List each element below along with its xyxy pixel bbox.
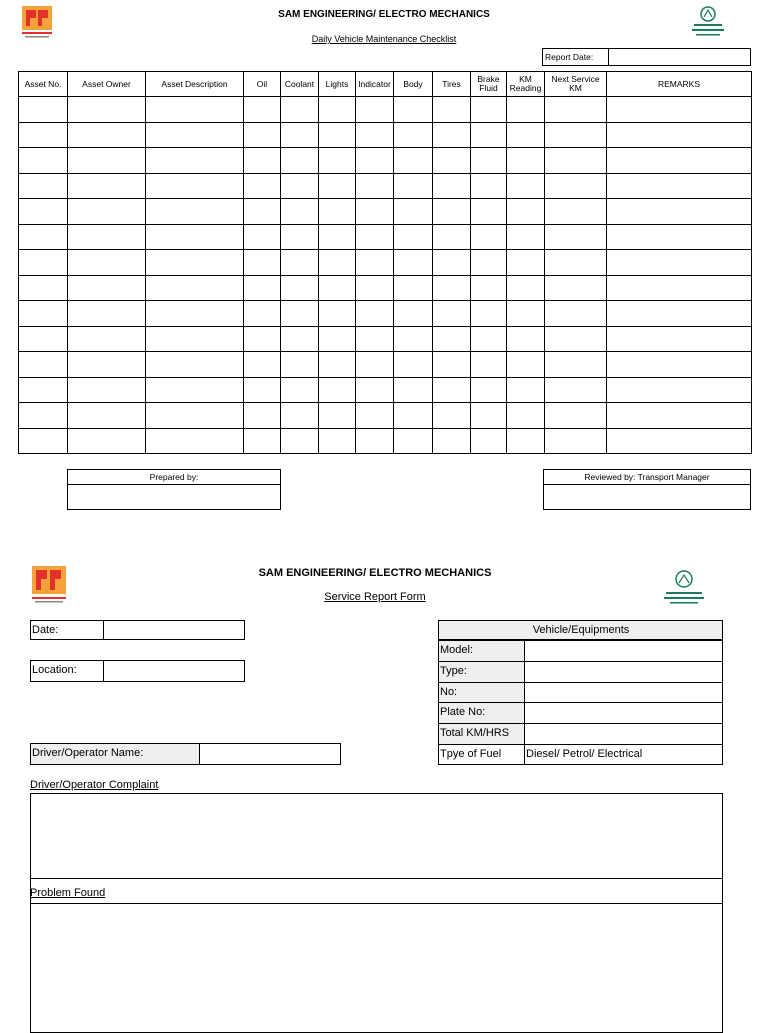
checklist-cell[interactable]	[545, 173, 607, 199]
checklist-cell[interactable]	[545, 301, 607, 327]
checklist-cell[interactable]	[471, 352, 507, 378]
checklist-cell[interactable]	[146, 148, 244, 174]
checklist-cell[interactable]	[471, 173, 507, 199]
checklist-row	[19, 377, 752, 403]
vehicle-field-value[interactable]	[524, 661, 723, 683]
checklist-row	[19, 326, 752, 352]
checklist-cell[interactable]	[319, 148, 356, 174]
checklist-cell[interactable]	[146, 275, 244, 301]
checklist-cell[interactable]	[394, 377, 433, 403]
checklist-cell[interactable]	[244, 403, 281, 429]
checklist-cell[interactable]	[433, 377, 471, 403]
checklist-cell[interactable]	[68, 275, 146, 301]
reviewed-by-field[interactable]	[544, 485, 750, 510]
checklist-cell[interactable]	[19, 199, 68, 225]
checklist-cell[interactable]	[244, 377, 281, 403]
checklist-cell[interactable]	[607, 224, 752, 250]
driver-name-label: Driver/Operator Name:	[30, 743, 200, 765]
checklist-cell[interactable]	[545, 326, 607, 352]
checklist-cell[interactable]	[68, 352, 146, 378]
col-header: Tires	[433, 72, 471, 97]
checklist-cell[interactable]	[394, 122, 433, 148]
checklist-cell[interactable]	[68, 97, 146, 123]
checklist-cell[interactable]	[471, 122, 507, 148]
checklist-cell[interactable]	[394, 275, 433, 301]
col-header: Asset No.	[19, 72, 68, 97]
col-header: Asset Owner	[68, 72, 146, 97]
checklist-cell[interactable]	[281, 301, 319, 327]
checklist-cell[interactable]	[68, 250, 146, 276]
checklist-cell[interactable]	[471, 403, 507, 429]
electro-mechanics-logo-icon	[660, 568, 708, 608]
checklist-cell[interactable]	[607, 377, 752, 403]
checklist-cell[interactable]	[68, 377, 146, 403]
service-form-title: Service Report Form	[324, 591, 426, 603]
checklist-cell[interactable]	[471, 301, 507, 327]
checklist-cell[interactable]	[244, 250, 281, 276]
checklist-cell[interactable]	[244, 326, 281, 352]
checklist-cell[interactable]	[281, 428, 319, 454]
col-header: Asset Description	[146, 72, 244, 97]
checklist-title: Daily Vehicle Maintenance Checklist	[311, 34, 457, 44]
checklist-cell[interactable]	[545, 97, 607, 123]
checklist-row	[19, 199, 752, 225]
checklist-cell[interactable]	[507, 173, 545, 199]
checklist-cell[interactable]	[319, 122, 356, 148]
checklist-cell[interactable]	[356, 199, 394, 225]
checklist-cell[interactable]	[68, 199, 146, 225]
problem-field[interactable]	[30, 903, 723, 1033]
checklist-cell[interactable]	[319, 403, 356, 429]
checklist-cell[interactable]	[507, 377, 545, 403]
checklist-cell[interactable]	[319, 275, 356, 301]
checklist-cell[interactable]	[607, 250, 752, 276]
checklist-cell[interactable]	[356, 250, 394, 276]
checklist-cell[interactable]	[545, 250, 607, 276]
checklist-cell[interactable]	[146, 97, 244, 123]
checklist-cell[interactable]	[545, 122, 607, 148]
checklist-cell[interactable]	[146, 352, 244, 378]
sam-engineering-logo-icon	[32, 566, 66, 606]
checklist-cell[interactable]	[146, 403, 244, 429]
checklist-cell[interactable]	[281, 275, 319, 301]
checklist-cell[interactable]	[507, 148, 545, 174]
checklist-cell[interactable]	[356, 428, 394, 454]
checklist-cell[interactable]	[146, 224, 244, 250]
vehicle-field-value[interactable]: Diesel/ Petrol/ Electrical	[524, 744, 723, 765]
checklist-cell[interactable]	[146, 326, 244, 352]
checklist-cell[interactable]	[471, 97, 507, 123]
checklist-cell[interactable]	[471, 148, 507, 174]
checklist-cell[interactable]	[244, 148, 281, 174]
checklist-cell[interactable]	[433, 97, 471, 123]
checklist-body	[19, 97, 752, 454]
checklist-cell[interactable]	[146, 250, 244, 276]
checklist-cell[interactable]	[281, 250, 319, 276]
checklist-cell[interactable]	[19, 173, 68, 199]
vehicle-field-label: Type:	[438, 661, 525, 683]
col-header: Oil	[244, 72, 281, 97]
col-header: Body	[394, 72, 433, 97]
checklist-cell[interactable]	[244, 352, 281, 378]
reviewed-by-label: Reviewed by: Transport Manager	[544, 470, 750, 485]
checklist-cell[interactable]	[281, 122, 319, 148]
vehicle-header: Vehicle/Equipments	[438, 620, 723, 640]
checklist-cell[interactable]	[244, 199, 281, 225]
checklist-cell[interactable]	[607, 97, 752, 123]
vehicle-field-value[interactable]	[524, 640, 723, 662]
checklist-cell[interactable]	[281, 97, 319, 123]
checklist-cell[interactable]	[471, 224, 507, 250]
complaint-label: Driver/Operator Complaint	[30, 779, 159, 791]
checklist-cell[interactable]	[68, 148, 146, 174]
sam-engineering-logo-icon	[22, 6, 52, 40]
vehicle-field-label: Model:	[438, 640, 525, 662]
checklist-cell[interactable]	[394, 428, 433, 454]
checklist-cell[interactable]	[356, 377, 394, 403]
checklist-row	[19, 301, 752, 327]
prepared-by-label: Prepared by:	[68, 470, 280, 485]
checklist-cell[interactable]	[244, 122, 281, 148]
checklist-cell[interactable]	[68, 428, 146, 454]
checklist-cell[interactable]	[281, 326, 319, 352]
location-field[interactable]	[103, 660, 245, 682]
checklist-cell[interactable]	[281, 403, 319, 429]
checklist-cell[interactable]	[281, 148, 319, 174]
checklist-cell[interactable]	[545, 148, 607, 174]
checklist-cell[interactable]	[471, 275, 507, 301]
checklist-cell[interactable]	[433, 224, 471, 250]
complaint-field[interactable]	[30, 793, 723, 879]
checklist-cell[interactable]	[507, 122, 545, 148]
checklist-cell[interactable]	[394, 97, 433, 123]
vehicle-field-label: No:	[438, 682, 525, 703]
checklist-cell[interactable]	[146, 199, 244, 225]
checklist-cell[interactable]	[607, 352, 752, 378]
checklist-cell[interactable]	[244, 173, 281, 199]
checklist-cell[interactable]	[281, 173, 319, 199]
date-label: Date:	[30, 620, 104, 640]
checklist-cell[interactable]	[607, 148, 752, 174]
checklist-cell[interactable]	[607, 326, 752, 352]
checklist-cell[interactable]	[507, 326, 545, 352]
checklist-cell[interactable]	[319, 224, 356, 250]
checklist-header-row	[19, 72, 752, 97]
checklist-cell[interactable]	[319, 173, 356, 199]
checklist-cell[interactable]	[356, 403, 394, 429]
checklist-cell[interactable]	[433, 352, 471, 378]
checklist-cell[interactable]	[433, 122, 471, 148]
checklist-cell[interactable]	[356, 301, 394, 327]
checklist-cell[interactable]	[19, 148, 68, 174]
checklist-cell[interactable]	[394, 352, 433, 378]
checklist-cell[interactable]	[471, 250, 507, 276]
checklist-cell[interactable]	[319, 326, 356, 352]
checklist-cell[interactable]	[433, 428, 471, 454]
checklist-cell[interactable]	[545, 352, 607, 378]
checklist-cell[interactable]	[19, 301, 68, 327]
checklist-cell[interactable]	[319, 377, 356, 403]
checklist-cell[interactable]	[319, 352, 356, 378]
checklist-row	[19, 352, 752, 378]
checklist-cell[interactable]	[244, 224, 281, 250]
checklist-cell[interactable]	[19, 224, 68, 250]
checklist-cell[interactable]	[433, 250, 471, 276]
checklist-cell[interactable]	[433, 326, 471, 352]
checklist-cell[interactable]	[281, 377, 319, 403]
report-date-field[interactable]	[609, 49, 751, 66]
checklist-cell[interactable]	[68, 403, 146, 429]
checklist-cell[interactable]	[394, 301, 433, 327]
checklist-cell[interactable]	[146, 428, 244, 454]
checklist-row	[19, 250, 752, 276]
checklist-cell[interactable]	[319, 301, 356, 327]
checklist-cell[interactable]	[507, 97, 545, 123]
checklist-cell[interactable]	[356, 148, 394, 174]
checklist-cell[interactable]	[394, 326, 433, 352]
checklist-cell[interactable]	[394, 250, 433, 276]
checklist-cell[interactable]	[68, 224, 146, 250]
checklist-cell[interactable]	[433, 301, 471, 327]
checklist-cell[interactable]	[319, 250, 356, 276]
checklist-company-name: SAM ENGINEERING/ ELECTRO MECHANICS	[278, 9, 490, 20]
checklist-cell[interactable]	[607, 122, 752, 148]
checklist-cell[interactable]	[19, 403, 68, 429]
col-header: Lights	[319, 72, 356, 97]
checklist-cell[interactable]	[433, 403, 471, 429]
checklist-cell[interactable]	[507, 199, 545, 225]
prepared-by-box	[67, 469, 281, 510]
checklist-cell[interactable]	[607, 173, 752, 199]
checklist-cell[interactable]	[607, 301, 752, 327]
checklist-cell[interactable]	[471, 326, 507, 352]
problem-header	[30, 878, 723, 904]
checklist-cell[interactable]	[244, 301, 281, 327]
checklist-cell[interactable]	[545, 403, 607, 429]
checklist-cell[interactable]	[68, 301, 146, 327]
checklist-cell[interactable]	[146, 377, 244, 403]
vehicle-field-value[interactable]	[524, 702, 723, 724]
checklist-cell[interactable]	[394, 199, 433, 225]
problem-label: Problem Found	[30, 887, 106, 899]
checklist-cell[interactable]	[244, 275, 281, 301]
checklist-row	[19, 97, 752, 123]
checklist-cell[interactable]	[507, 224, 545, 250]
checklist-cell[interactable]	[281, 224, 319, 250]
checklist-row	[19, 403, 752, 429]
checklist-row	[19, 428, 752, 454]
checklist-cell[interactable]	[507, 250, 545, 276]
checklist-cell[interactable]	[507, 275, 545, 301]
checklist-cell[interactable]	[19, 275, 68, 301]
checklist-cell[interactable]	[356, 275, 394, 301]
checklist-cell[interactable]	[19, 97, 68, 123]
checklist-cell[interactable]	[19, 377, 68, 403]
checklist-cell[interactable]	[19, 326, 68, 352]
checklist-cell[interactable]	[433, 148, 471, 174]
date-field[interactable]	[103, 620, 245, 640]
checklist-cell[interactable]	[281, 352, 319, 378]
checklist-cell[interactable]	[433, 173, 471, 199]
checklist-cell[interactable]	[244, 428, 281, 454]
driver-name-field[interactable]	[199, 743, 341, 765]
checklist-cell[interactable]	[507, 352, 545, 378]
checklist-cell[interactable]	[356, 224, 394, 250]
report-date-row	[542, 48, 751, 66]
checklist-cell[interactable]	[356, 122, 394, 148]
report-date-label: Report Date:	[543, 49, 609, 66]
checklist-cell[interactable]	[319, 199, 356, 225]
prepared-by-field[interactable]	[68, 485, 280, 510]
checklist-row	[19, 122, 752, 148]
col-header: Indicator	[356, 72, 394, 97]
checklist-cell[interactable]	[68, 122, 146, 148]
col-header: Next Service KM	[545, 72, 607, 97]
checklist-cell[interactable]	[394, 148, 433, 174]
checklist-cell[interactable]	[545, 224, 607, 250]
checklist-cell[interactable]	[433, 199, 471, 225]
vehicle-field-label: Tpye of Fuel	[438, 744, 525, 765]
reviewed-by-box	[543, 469, 751, 510]
checklist-cell[interactable]	[356, 326, 394, 352]
checklist-cell[interactable]	[319, 97, 356, 123]
checklist-cell[interactable]	[68, 173, 146, 199]
checklist-cell[interactable]	[281, 199, 319, 225]
vehicle-field-label: Plate No:	[438, 702, 525, 724]
checklist-cell[interactable]	[507, 403, 545, 429]
checklist-cell[interactable]	[471, 377, 507, 403]
checklist-cell[interactable]	[607, 403, 752, 429]
service-company-name: SAM ENGINEERING/ ELECTRO MECHANICS	[258, 567, 492, 579]
checklist-row	[19, 224, 752, 250]
checklist-cell[interactable]	[394, 224, 433, 250]
checklist-cell[interactable]	[356, 352, 394, 378]
checklist-cell[interactable]	[607, 199, 752, 225]
checklist-cell[interactable]	[607, 275, 752, 301]
col-header: Coolant	[281, 72, 319, 97]
checklist-cell[interactable]	[545, 377, 607, 403]
vehicle-field-value[interactable]	[524, 682, 723, 703]
checklist-row	[19, 148, 752, 174]
checklist-cell[interactable]	[607, 428, 752, 454]
checklist-cell[interactable]	[146, 122, 244, 148]
checklist-table	[18, 71, 752, 454]
vehicle-field-label: Total KM/HRS	[438, 723, 525, 745]
checklist-cell[interactable]	[319, 428, 356, 454]
checklist-cell[interactable]	[545, 428, 607, 454]
checklist-cell[interactable]	[394, 403, 433, 429]
checklist-cell[interactable]	[146, 173, 244, 199]
electro-mechanics-logo-icon	[688, 4, 728, 40]
checklist-cell[interactable]	[394, 173, 433, 199]
checklist-cell[interactable]	[19, 250, 68, 276]
checklist-cell[interactable]	[471, 199, 507, 225]
checklist-cell[interactable]	[433, 275, 471, 301]
checklist-cell[interactable]	[19, 428, 68, 454]
checklist-cell[interactable]	[471, 428, 507, 454]
checklist-row	[19, 275, 752, 301]
checklist-cell[interactable]	[68, 326, 146, 352]
checklist-cell[interactable]	[356, 97, 394, 123]
checklist-cell[interactable]	[507, 428, 545, 454]
vehicle-field-value[interactable]	[524, 723, 723, 745]
checklist-cell[interactable]	[244, 97, 281, 123]
checklist-cell[interactable]	[19, 352, 68, 378]
location-label: Location:	[30, 660, 104, 682]
checklist-cell[interactable]	[19, 122, 68, 148]
col-header: Brake Fluid	[471, 72, 507, 97]
checklist-cell[interactable]	[507, 301, 545, 327]
checklist-cell[interactable]	[356, 173, 394, 199]
checklist-cell[interactable]	[545, 199, 607, 225]
col-header: REMARKS	[607, 72, 752, 97]
checklist-row	[19, 173, 752, 199]
checklist-cell[interactable]	[146, 301, 244, 327]
checklist-cell[interactable]	[545, 275, 607, 301]
col-header: KM Reading	[507, 72, 545, 97]
